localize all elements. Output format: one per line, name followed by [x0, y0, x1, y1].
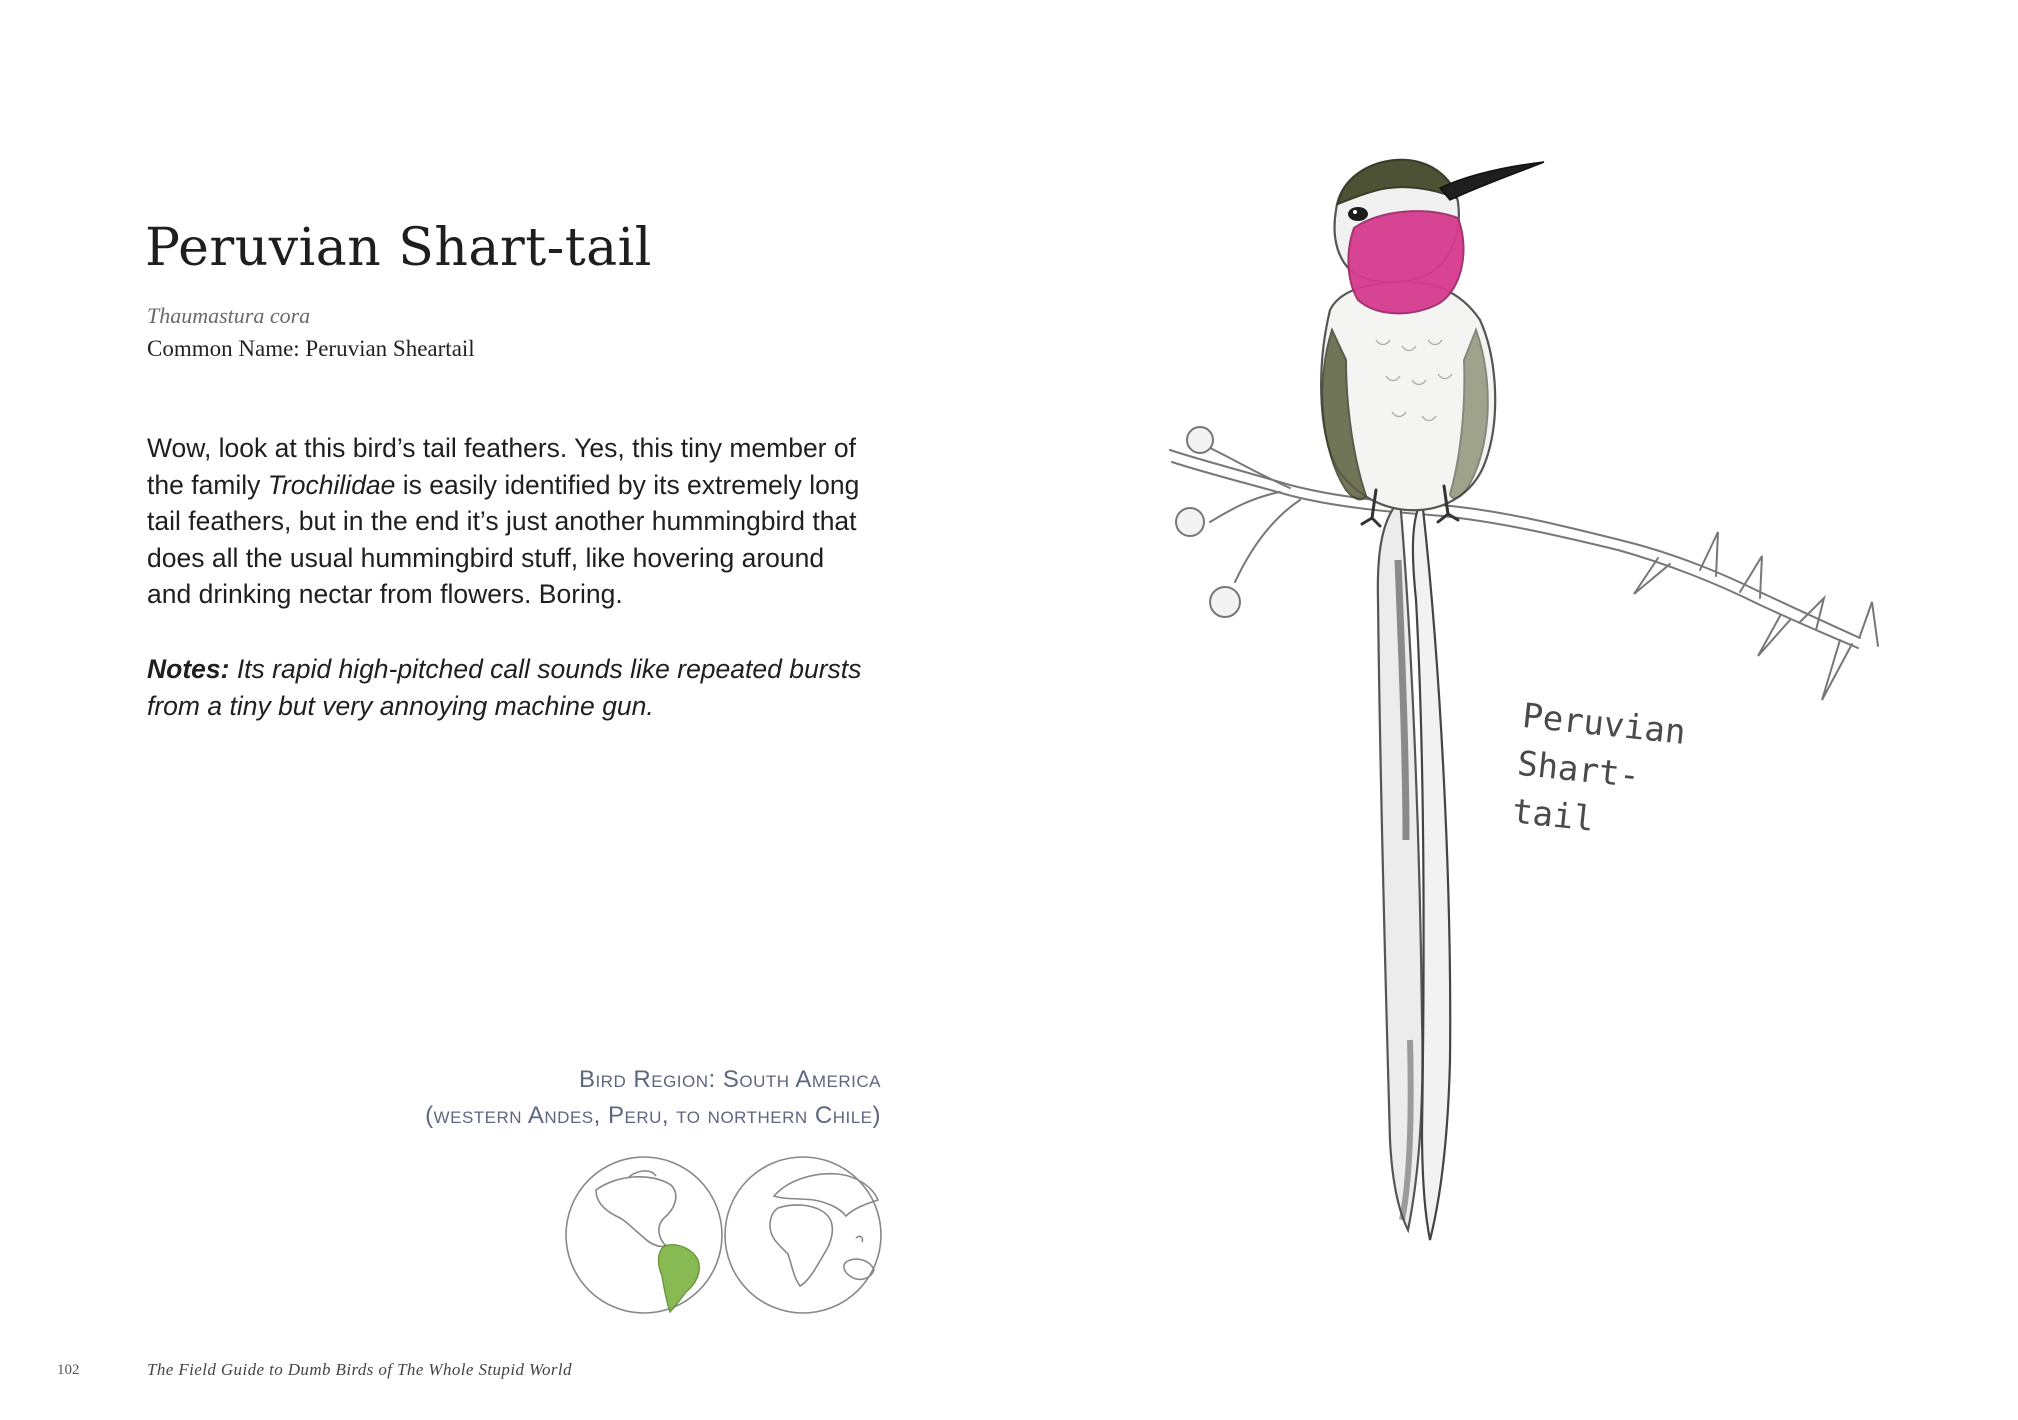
notes-paragraph: [147, 651, 907, 724]
description-line: tail feathers, but in the end it’s just another hummingbird that: [147, 506, 857, 536]
caption-line: Peruvian: [1520, 695, 1688, 753]
description-line: and drinking nectar from flowers. Boring.: [147, 579, 623, 609]
notes-line: from a tiny but very annoying machine gun.: [147, 690, 654, 721]
region-detail: (western Andes, Peru, to northern Chile): [425, 1102, 881, 1129]
region-heading: Bird Region: South America: [578, 1066, 881, 1093]
description-paragraph: [147, 430, 907, 613]
caption-line: tail: [1510, 791, 1596, 840]
description-line: Wow, look at this bird’s tail feathers. Yes, this tiny member of: [147, 433, 856, 463]
text-span: the family: [147, 469, 268, 500]
text-span: is easily identified by its extremely long: [395, 469, 860, 500]
notes-line: [147, 651, 907, 688]
common-name: Common Name: Peruvian Sheartail: [147, 336, 475, 361]
notes-label: Notes:: [147, 654, 230, 684]
page-number: 102: [57, 1362, 80, 1378]
page-title: Peruvian Shart-tail: [145, 218, 652, 278]
description-line: [147, 467, 907, 504]
description-line: does all the usual hummingbird stuff, like hovering around: [147, 542, 825, 573]
caption-line: Shart-: [1515, 743, 1642, 797]
bird-region: [425, 1062, 881, 1134]
running-title: The Field Guide to Dumb Birds of The Whole Stupid World: [147, 1360, 572, 1379]
family-name: Trochilidae: [267, 469, 396, 500]
hummingbird-illustration: [1140, 140, 1900, 1290]
world-map-icon: [556, 1150, 886, 1320]
notes-text: Its rapid high-pitched call sounds like repeated bursts: [229, 654, 862, 684]
scientific-name: Thaumastura cora: [147, 303, 311, 328]
illustration-caption: [1510, 692, 1688, 852]
